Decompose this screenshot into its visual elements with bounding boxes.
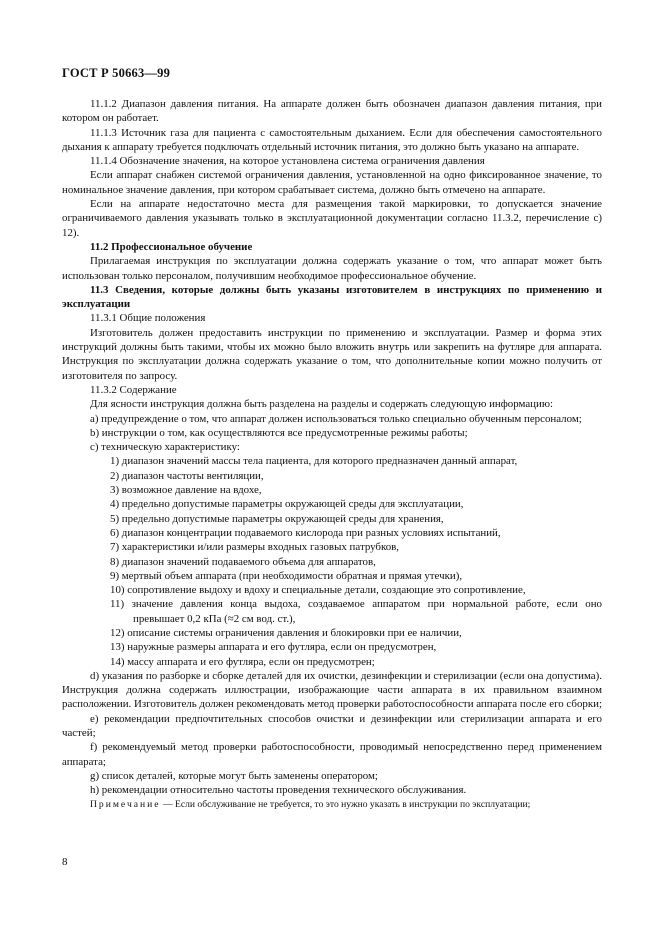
sub-list-item: 4) предельно допустимые параметры окружающей среды для эксплуатации, [110, 498, 464, 511]
paragraph-11-1-4-note: Если на аппарате недостаточно места для размещения такой маркировки, то допускается значение ограничиваемого давления указывать только в эксплуатационной документации согласно 11.3.2, перечисление c) 12). [62, 198, 602, 239]
paragraph-11-1-2: 11.1.2 Диапазон давления питания. На аппарате должен быть обозначен диапазон давления питания, при котором он работает. [62, 98, 602, 125]
list-item-h: h) рекомендации относительно частоты проведения технического обслуживания. [90, 784, 467, 797]
paragraph-11-1-3: 11.1.3 Источник газа для пациента с самостоятельным дыханием. Если для обеспечения самостоятельного дыхания к аппарату требуется подключать отдельный источник питания, это должно быть указано на аппарате. [62, 126, 602, 153]
standard-header: ГОСТ Р 50663—99 [62, 66, 171, 80]
sub-list-item: 6) диапазон концентрации подаваемого кислорода при разных условиях испытаний, [110, 526, 501, 539]
sub-list-item: 12) описание системы ограничения давления и блокировки при ее наличии, [110, 626, 462, 639]
paragraph-11-3-2-intro: Для ясности инструкция должна быть разделена на разделы и содержать следующую информацию: [90, 398, 553, 411]
subheading-11-3-2: 11.3.2 Содержание [90, 383, 177, 396]
list-item-a: a) предупреждение о том, что аппарат должен использоваться только специально обученным персоналом; [90, 412, 582, 425]
heading-11-3: 11.3 Сведения, которые должны быть указаны изготовителем в инструкциях по применению и эксплуатации [62, 283, 602, 311]
document-body [62, 97, 602, 811]
paragraph-11-3-1: Изготовитель должен предоставить инструкции по применению и эксплуатации. Размер и форма этих инструкций должны быть такими, чтобы их можно было вложить внутрь или закрепить на футляре для аппарата. Инструкция по эксплуатации должна содержать указание о том, что дополнительные копии можно получить от изготовителя по запросу. [62, 326, 602, 382]
list-item-b: b) инструкции о том, как осуществляются все предусмотренные режимы работы; [90, 426, 468, 439]
sub-list-item: 5) предельно допустимые параметры окружающей среды для хранения, [110, 512, 444, 525]
heading-11-2: 11.2 Профессиональное обучение [90, 240, 253, 253]
sub-list-item: 11) значение давления конца выдоха, создаваемое аппаратом при нормальной работе, если оно превышает 0,2 кПа (≈2 см вод. ст.), [110, 598, 602, 625]
sub-list-item: 3) возможное давление на вдохе, [110, 484, 262, 497]
list-item-e: e) рекомендации предпочтительных способов очистки и дезинфекции или стерилизации аппарата и его частей; [62, 712, 602, 740]
page-number: 8 [62, 856, 68, 868]
sub-list-item: 10) сопротивление выдоху и вдоху и специальные детали, создающие это сопротивление, [110, 584, 526, 597]
list-item-g: g) список деталей, которые могут быть заменены оператором; [90, 769, 378, 782]
list-item-c: c) техническую характеристику: [90, 441, 240, 454]
sub-list-item: 14) массу аппарата и его футляра, если он предусмотрен; [110, 655, 375, 668]
sub-list-item: 13) наружные размеры аппарата и его футляра, если он предусмотрен, [110, 641, 437, 654]
list-item-f: f) рекомендуемый метод проверки работоспособности, проводимый непосредственно перед применением аппарата; [62, 741, 602, 768]
sub-list-item: 8) диапазон значений подаваемого объема для аппаратов, [110, 555, 376, 568]
sub-list-item: 9) мертвый объем аппарата (при необходимости обратная и прямая утечки), [110, 569, 463, 582]
technical-characteristics-list [62, 454, 602, 668]
paragraph-11-1-4-text: Если аппарат снабжен системой ограничения давления, установленной на одно фиксированное значение, то номинальное значение давления, при котором срабатывает система, должно быть отмечено на аппарате. [62, 169, 602, 196]
paragraph-11-2: Прилагаемая инструкция по эксплуатации должна содержать указание о том, что аппарат может быть использован только персоналом, получившим необходимое профессиональное обучение. [62, 255, 602, 282]
list-item-d: d) указания по разборке и сборке деталей для их очистки, дезинфекции и стерилизации (если она допустима). Инструкция должна содержать иллюстрации, изображающие части аппарата в их правильном взаимном расположении. Изготовитель должен рекомендовать метод проверки работоспособности аппарата после его сборки; [62, 669, 602, 711]
sub-list-item: 7) характеристики и/или размеры входных газовых патрубков, [110, 541, 400, 554]
sub-list-item: 1) диапазон значений массы тела пациента, для которого предназначен данный аппарат, [110, 455, 518, 468]
note-text: — Если обслуживание не требуется, то это нужно указать в инструкции по эксплуатации; [160, 798, 531, 810]
note-paragraph [62, 798, 602, 811]
sub-list-item: 2) диапазон частоты вентиляции, [110, 469, 264, 482]
paragraph-11-1-4-title: 11.1.4 Обозначение значения, на которое установлена система ограничения давления [90, 155, 485, 168]
note-label: Примечание [90, 798, 161, 810]
subheading-11-3-1: 11.3.1 Общие положения [90, 312, 206, 325]
